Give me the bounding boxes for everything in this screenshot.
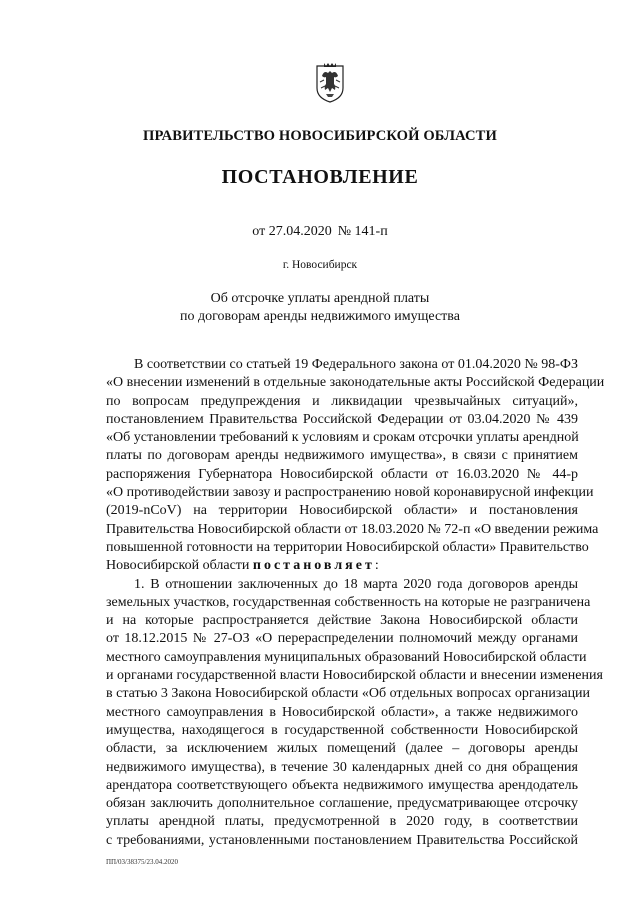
paragraph-1-line: местного самоуправления муниципальных образований Новосибирской области	[106, 649, 587, 665]
paragraph-1-line: обязан заключить дополнительное соглашение, предусматривающее отсрочку	[106, 796, 578, 812]
subject-line-2: по договорам аренды недвижимого имущества	[180, 309, 460, 324]
body-line: «О внесении изменений в отдельные законодательные акты Российской Федерации	[106, 375, 605, 391]
document-footer-code: ПП/03/38375/23.04.2020	[106, 858, 178, 866]
body-line: «О противодействии завозу и распространению новой коронавирусной инфекции	[106, 485, 594, 501]
paragraph-1-line: в статью 3 Закона Новосибирской области «Об отдельных вопросах организации	[106, 686, 591, 702]
decree-word: постановляет	[252, 558, 375, 574]
document-subject	[0, 290, 640, 326]
body-line: повышенной готовности на территории Новосибирской области» Правительство	[106, 539, 589, 555]
paragraph-1-line: с требованиями, установленными постановлением Правительства Российской	[106, 832, 578, 848]
paragraph-1-line: земельных участков, государственная собственность на которые не разграничена	[106, 594, 591, 610]
coat-of-arms-icon	[314, 62, 346, 104]
decree-line-prefix: Новосибирской области	[106, 558, 250, 574]
body-line: (2019-nCoV) на территории Новосибирской области» и постановления	[106, 503, 578, 519]
paragraph-1-line: области, за исключением жилых помещений (далее – договоры аренды	[106, 741, 578, 757]
document-body	[106, 356, 605, 850]
body-line: платы по договорам аренды недвижимого имущества», в связи с принятием	[106, 448, 578, 464]
government-title: ПРАВИТЕЛЬСТВО НОВОСИБИРСКОЙ ОБЛАСТИ	[143, 128, 497, 144]
paragraph-1-line: уплаты арендной платы, предусмотренной в 2020 году, в соответствии	[106, 814, 578, 830]
body-line: постановлением Правительства Российской Федерации от 03.04.2020 № 439	[106, 411, 578, 427]
document-type: ПОСТАНОВЛЕНИЕ	[221, 166, 419, 188]
document-date: от 27.04.2020	[252, 224, 332, 239]
body-line: по вопросам предупреждения и ликвидации чрезвычайных ситуаций»,	[106, 393, 578, 409]
paragraph-1-line: имущества, находящегося в государственной собственности Новосибирской	[106, 722, 578, 738]
paragraph-1-line: и на которые распространяется действие Закона Новосибирской области	[106, 613, 578, 629]
body-line: распоряжения Губернатора Новосибирской области от 16.03.2020 № 44-р	[106, 466, 578, 482]
body-line: «Об установлении требований к условиям и срокам отсрочки уплаты арендной	[106, 430, 579, 446]
subject-line-1: Об отсрочке уплаты арендной платы	[210, 291, 430, 306]
decree-suffix: :	[374, 558, 379, 574]
document-date-line	[0, 224, 640, 240]
document-city: г. Новосибирск	[282, 259, 358, 271]
paragraph-1-line: и органами государственной власти Новосибирской области и внесении изменения	[106, 668, 603, 684]
decree-line	[106, 557, 578, 575]
document-number: № 141-п	[337, 224, 388, 239]
paragraph-1-line: 1. В отношении заключенных до 18 марта 2020 года договоров аренды	[134, 576, 578, 592]
paragraph-1-line: недвижимого имущества), в течение 30 календарных дней со дня обращения	[106, 759, 578, 775]
body-line: В соответствии со статьей 19 Федерального закона от 01.04.2020 № 98-ФЗ	[134, 357, 578, 372]
body-line: Правительства Новосибирской области от 18.03.2020 № 72-п «О введении режима	[106, 521, 599, 537]
paragraph-1-line: местного самоуправления в Новосибирской области», а также недвижимого	[106, 704, 578, 720]
paragraph-1-line: от 18.12.2015 № 27-ОЗ «О перераспределении полномочий между органами	[106, 631, 578, 647]
paragraph-1-line: арендатора соответствующего объекта недвижимого имущества арендодатель	[106, 777, 578, 793]
